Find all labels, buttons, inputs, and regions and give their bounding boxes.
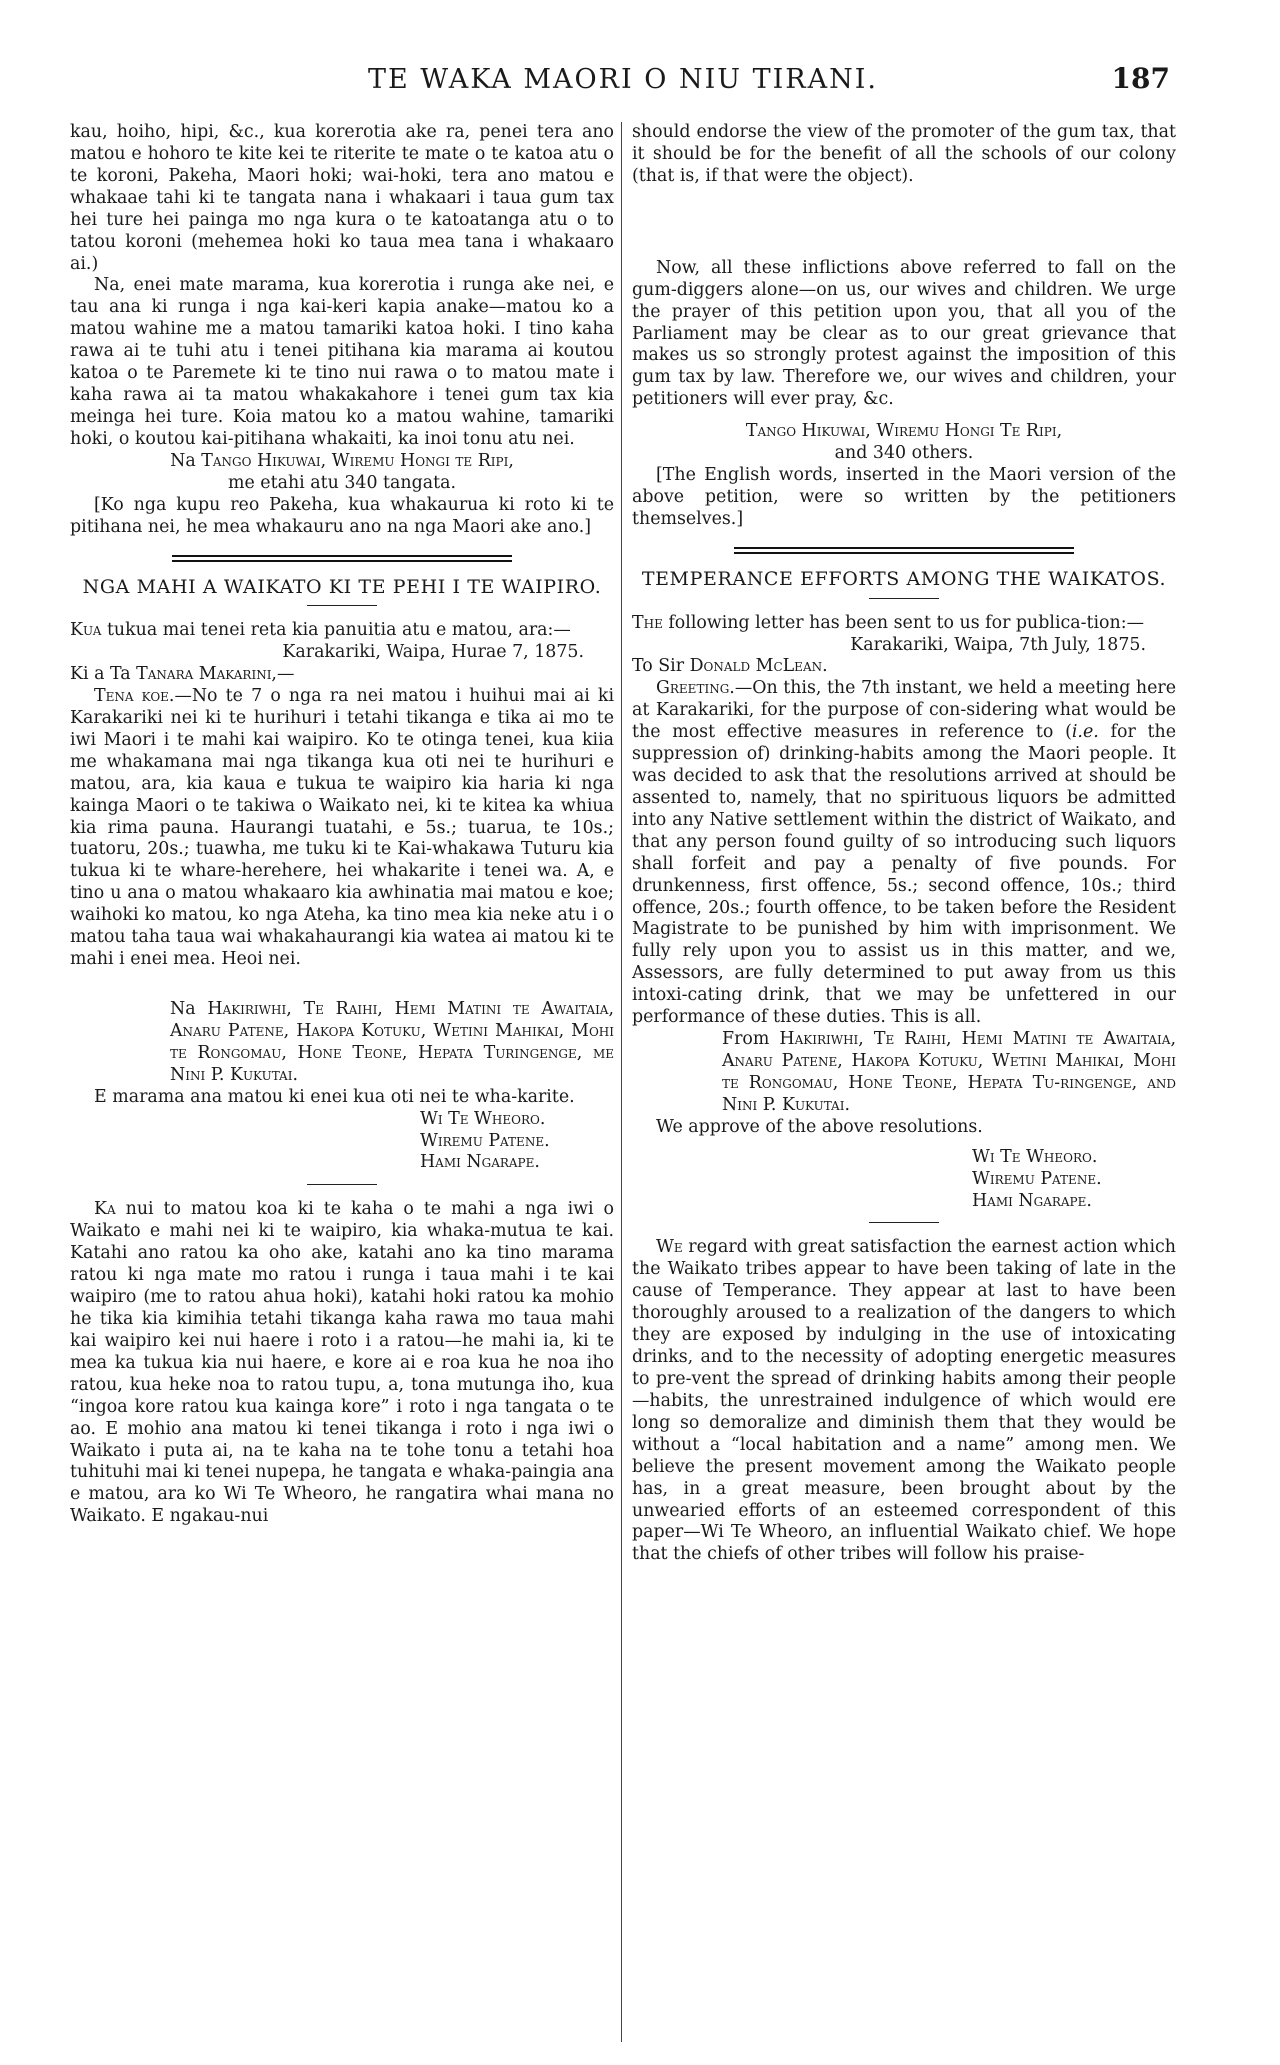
letter-text: —No te 7 o nga ra nei matou i huihui mai ai ki Karakariki nei ki te hurihuri i tetahi tikanga e tika ai mo te iwi Maori i te mahi kai waipiro. Ko te otinga tenei, kua kiia me whakamana mai nga tikanga kua oti nei te hurihuri e matou, ara, kia kaua e tukua te waipiro kia haria ki nga kainga Maori o te takiwa o Waikato nei, ki te kitea ka whiua kia rima pauna. Haurangi tuatahi, e 5s.; tuarua, te 10s.; tuatoru, 20s.; tuawha, me tuku ki te Kai-whakawa Tuturu kia tukua ki te whare-herehere, hei whakarite i tenei wa. A, e tino u ana o matou whakaaro kia awhinatia mai matou e koe; waihoki ko matou, ko nga Ateha, ka tino mea kia neke atu i o matou taha taua wai whakahaurangi kia watea ai matou ki te mahi i enei mea. Heoi nei. xyxy=(70,686,615,970)
editorial-lead: Ka xyxy=(94,1199,116,1220)
page-header xyxy=(70,60,1176,108)
signature-others: and 340 others. xyxy=(834,443,974,464)
editorial-lead: We xyxy=(656,1237,683,1258)
letter-body xyxy=(632,678,1176,1029)
approval-text: E marama ana matou ki enei kua oti nei te wha-karite. xyxy=(94,1086,575,1107)
letter-body xyxy=(70,686,614,971)
approver: Hami Ngarape. xyxy=(972,1190,1092,1211)
greeting-lead: Greeting. xyxy=(656,678,735,699)
intro-lead: Kua xyxy=(70,620,102,641)
editorial-body: nui to matou koa ki te kaha o te mahi a nga iwi o Waikato e mahi nei ki te waipiro, kia whaka-mutua te kai. Katahi ano ratou ka oho ake, katahi ano ka tino marama ratou ki nga mate mo ratou i runga i taua mahi i te kai waipiro (me to ratou ahua hoki), katahi hoki ratou ka mohio he tika kia kimihia tetahi tikanga kaha rawa mo taua mahi kai waipiro kei nui haere i roto i a ratou—he mahi ia, ki te mea ka tukua kia nui haere, e kore ai e roa kua he noa iho ratou, kua heke noa to ratou tupu, a, tona mutunga iho, kua “ingoa kore ratou kua kainga kore” i roto i nga tangata o te ao. E mohio ana matou ki tenei tikanga i roto i nga iwi o Waikato i puta ai, na te kaha na te tohe tonu a tetahi hoa tuhituhi mai ki tenei nupepa, he tangata e whaka-paingia ana e matou, ara ko Wi Te Wheoro, he rangatira whai mana no Waikato. E ngakau-nui xyxy=(70,1199,614,1527)
petition-continuation: should endorse the view of the promoter of the gum tax, that it should be for the benefit of all the schools of our colony (that is, if that were the object). xyxy=(632,122,1176,186)
addressee-name: Donald McLean. xyxy=(689,656,828,677)
intro-lead: The xyxy=(632,612,663,633)
letter-dateline: Karakariki, Waipa, 7th July, 1875. xyxy=(850,634,1146,655)
petition-signature xyxy=(70,451,614,473)
editorial-text xyxy=(632,1237,1176,1566)
signers-names: Hakiriwhi, Te Raihi, Hemi Matini te Awaitaia, Anaru Patene, Hakopa Kotuku, Wetini Mahikai, Mohi te Rongomau, Hone Teone, Hepata Tu-ringenge, and Nini P. Kukutai. xyxy=(722,1029,1176,1115)
signers-prefix: Na xyxy=(170,999,196,1020)
page-number: 187 xyxy=(1111,62,1170,95)
approver: Hami Ngarape. xyxy=(420,1152,540,1173)
letter-signers xyxy=(160,999,614,1087)
letter-dateline: Karakariki, Waipa, Hurae 7, 1875. xyxy=(282,642,584,663)
approver: Wi Te Wheoro. xyxy=(420,1108,546,1129)
heading-rule xyxy=(869,598,939,599)
petition-signature xyxy=(632,421,1176,443)
signature-names: Tango Hikuwai, Wiremu Hongi Te Ripi, xyxy=(745,421,1063,442)
approval-text: We approve of the above resolutions. xyxy=(656,1116,983,1137)
section-heading: TEMPERANCE EFFORTS AMONG THE WAIKATOS. xyxy=(641,567,1167,590)
letter-addressee xyxy=(632,656,1176,678)
heading-rule xyxy=(307,605,377,606)
petition-continuation: kau, hoiho, hipi, &c., kua korerotia ake ra, penei tera ano matou e hohoro te kite kei te riterite te mate o te katoa atu o te koroni, Pakeha, Maori hoki; wai-hoki, tera ano matou e whakaae tahi ki te tangata nana i whakaari i taua gum tax hei ture hei painga mo nga kura o te katoatanga atu o to tatou koroni (mehemea hoki ko taua mea tana i whakaaro ai.) xyxy=(70,122,614,274)
approvers-list xyxy=(972,1147,1176,1213)
editorial-rule xyxy=(307,1184,377,1185)
section-heading: NGA MAHI A WAIKATO KI TE PEHI I TE WAIPIRO. xyxy=(82,575,602,598)
letter-text-ie: i.e. xyxy=(1071,722,1099,743)
letter-addressee xyxy=(70,664,614,686)
addressee-name: Tanara Makarini,— xyxy=(136,664,295,685)
translation-note: [The English words, inserted in the Maori version of the above petition, were so written by the petitioners themselves.] xyxy=(632,465,1176,529)
newspaper-page xyxy=(70,60,1177,1565)
article-columns xyxy=(70,122,1176,2062)
signers-names: Hakiriwhi, Te Raihi, Hemi Matini te Awaitaia, Anaru Patene, Hakopa Kotuku, Wetini Mahikai, Mohi te Rongomau, Hone Teone, Hepata Turingenge, me Nini P. Kukutai. xyxy=(170,999,615,1085)
approvers-list xyxy=(420,1109,614,1175)
editorial-text xyxy=(70,1199,614,1528)
letter-text-b: for the suppression of) drinking-habits among the Maori people. It was decided to ask that the resolutions arrived at should be assented to, namely, that no spirituous liquors be admitted into any Native settlement within the district of Waikato, and that any person found guilty of so introducing such liquors shall forfeit and pay a penalty of five pounds. For drunkenness, first offence, 5s.; second offence, 10s.; third offence, 20s.; fourth offence, to be taken before the Resident Magistrate to be punished by him with imprisonment. We fully rely upon you to assist us in this matter, and we, Assessors, are fully determined to put away from us this intoxi-cating drink, that we may be unfettered in our performance of these duties. This is all. xyxy=(632,722,1176,1028)
intro-text: tukua mai tenei reta kia panuitia atu e matou, ara:— xyxy=(106,620,571,641)
petition-paragraph: Na, enei mate marama, kua korerotia i runga ake nei, e tau ana ki runga i nga kai-keri kapia anake—matou ko a matou wahine me a matou tamariki katoa hoki. I tino kaha rawa ai te tuhi atu i tenei pitihana kia marama ai koutou katoa o te Paremete ki te tino nui rawa o to matou mate i kaha rawa ai ta matou whakakahore i tenei gum tax kia meinga hei ture. Koia matou ko a matou wahine, tamariki hoki, o koutou kai-pitihana whakaiti, ka inoi tonu atu nei. xyxy=(70,275,614,449)
editorial-rule xyxy=(869,1222,939,1223)
signature-names: Tango Hikuwai, Wiremu Hongi te Ripi, xyxy=(201,450,514,471)
approver: Wi Te Wheoro. xyxy=(972,1146,1098,1167)
english-column xyxy=(632,122,1176,1566)
letter-signers xyxy=(722,1029,1176,1117)
signature-prefix: Na xyxy=(170,450,196,471)
approver: Wiremu Patene. xyxy=(972,1168,1102,1189)
section-rule xyxy=(172,555,512,562)
maori-column xyxy=(70,122,614,1528)
section-rule xyxy=(734,547,1074,554)
column-divider xyxy=(621,122,622,2042)
intro-text: following letter has been sent to us for publica-tion:— xyxy=(668,612,1144,633)
approver: Wiremu Patene. xyxy=(420,1130,550,1151)
page-title: TE WAKA MAORI O NIU TIRANI. xyxy=(368,64,878,95)
signers-prefix: From xyxy=(722,1029,770,1050)
letter-text-a: —On this, the 7th instant, we held a meeting here at Karakariki, for the purpose of con-sidering what would be the most effective measures in reference to ( xyxy=(632,678,1176,743)
petition-paragraph: Now, all these inflictions above referred to fall on the gum-diggers alone—on us, our wives and children. We urge the prayer of this petition upon you, that all you of the Parliament may be clear as to our great grievance that makes us so strongly protest against the imposition of this gum tax by law. Therefore we, our wives and children, your petitioners will ever pray, &c. xyxy=(632,257,1176,410)
addressee-prefix: Ki a Ta xyxy=(70,664,131,685)
addressee-prefix: To Sir xyxy=(632,656,685,677)
greeting-lead: Tena koe. xyxy=(94,686,175,707)
signature-others: me etahi atu 340 tangata. xyxy=(228,472,456,493)
editorial-body: regard with great satisfaction the earnest action which the Waikato tribes appear to have been taking of late in the cause of Temperance. They appear at last to have been thoroughly aroused to a realization of the dangers to which they are exposed by indulging in the use of intoxicating drinks, and to the necessity of adopting energetic measures to pre-vent the spread of drinking habits among their people—habits, the unrestrained indulgence of which would ere long so demoralize and diminish them that they would be without a “local habitation and a name” among men. We believe the present movement among the Waikato people has, in a great measure, been brought about by the unwearied efforts of an esteemed correspondent of this paper—Wi Te Wheoro, an influential Waikato chief. We hope that the chiefs of other tribes will follow his praise- xyxy=(632,1237,1177,1565)
translation-note: [Ko nga kupu reo Pakeha, kua whakaurua ki roto ki te pitihana nei, he mea whakauru ano na nga Maori ake ano.] xyxy=(70,494,614,537)
